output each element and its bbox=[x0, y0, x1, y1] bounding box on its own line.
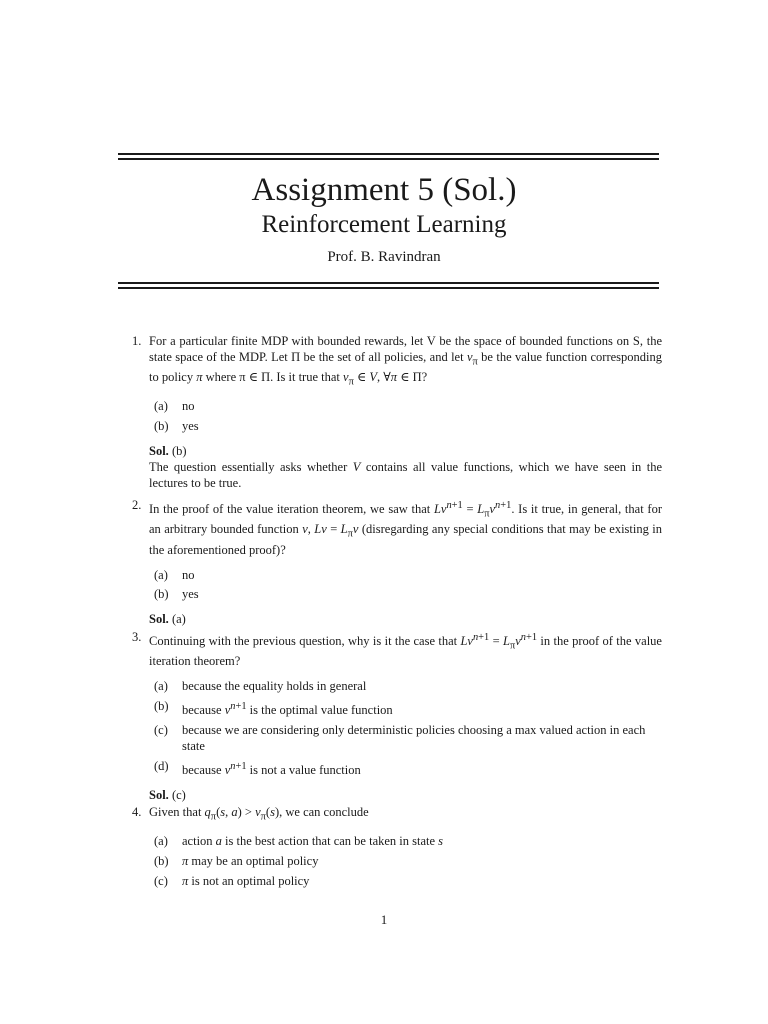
page-number: 1 bbox=[380, 912, 388, 927]
option-a: (a) because the equality holds in general bbox=[154, 679, 367, 694]
question-number: 2. bbox=[132, 498, 142, 512]
question-number: 4. bbox=[132, 805, 142, 819]
options bbox=[154, 568, 662, 604]
author: Prof. B. Ravindran bbox=[327, 249, 441, 265]
option-d: (d) because $v^{n+1}$ is not a value function bbox=[154, 758, 361, 777]
solution: Sol. (a) bbox=[149, 612, 186, 627]
solution: Sol. (c) bbox=[149, 787, 186, 802]
solution: Sol. (b) bbox=[149, 443, 187, 458]
option-b: (b) π may be an optimal policy bbox=[154, 854, 319, 869]
option-a: (a) no bbox=[154, 567, 195, 582]
options bbox=[154, 399, 662, 435]
options bbox=[154, 679, 662, 778]
question-3 bbox=[132, 630, 662, 803]
option-a: (a) action a is the best action that can be taken in state s bbox=[154, 834, 444, 849]
bottom-rule-1 bbox=[118, 282, 659, 284]
question-number: 3. bbox=[132, 630, 142, 644]
question-stem: In the proof of the value iteration theorem, we saw that $Lv^{n+1} = L_\pi v^{n+1}$. Is it true, in general, that for an arbitrary bounded function v, $Lv = L_\pi v$ (disregarding any special conditions that may be existing in the aforementioned proof)? bbox=[149, 500, 662, 557]
question-4 bbox=[132, 805, 662, 894]
solution-explanation: The question essentially asks whether V contains all value functions, which we have seen in the lectures to be true. bbox=[149, 459, 662, 490]
question-stem: Continuing with the previous question, why is it the case that $Lv^{n+1} = L_\pi v^{n+1}$ in the proof of the value iteration theorem? bbox=[149, 632, 662, 669]
page-title: Assignment 5 (Sol.) bbox=[251, 172, 517, 208]
option-a: (a) no bbox=[154, 399, 195, 414]
question-1 bbox=[132, 334, 662, 491]
options bbox=[154, 834, 662, 889]
question-stem: For a particular finite MDP with bounded rewards, let V be the space of bounded functions on S, the state space of the MDP. Let Π be the set of all policies, and let $v_\pi$ be the value function corresponding to policy π where π ∈ Π. Is it true that $v_\pi$ ∈ V, ∀π ∈ Π? bbox=[149, 334, 662, 388]
bottom-rule-2 bbox=[118, 287, 659, 289]
option-b: (b) yes bbox=[154, 419, 199, 434]
page-subtitle: Reinforcement Learning bbox=[261, 211, 507, 238]
question-number: 1. bbox=[132, 334, 142, 348]
option-c: (c) because we are considering only deterministic policies choosing a max valued action in each state bbox=[154, 723, 646, 753]
top-rule-1 bbox=[118, 153, 659, 155]
question-stem: Given that $q_\pi(s$, $a) > v_\pi(s)$, we can conclude bbox=[149, 805, 369, 823]
question-2 bbox=[132, 498, 662, 628]
option-c: (c) π is not an optimal policy bbox=[154, 873, 310, 888]
top-rule-2 bbox=[118, 158, 659, 160]
option-b: (b) yes bbox=[154, 587, 199, 602]
option-b: (b) because $v^{n+1}$ is the optimal value function bbox=[154, 699, 393, 718]
